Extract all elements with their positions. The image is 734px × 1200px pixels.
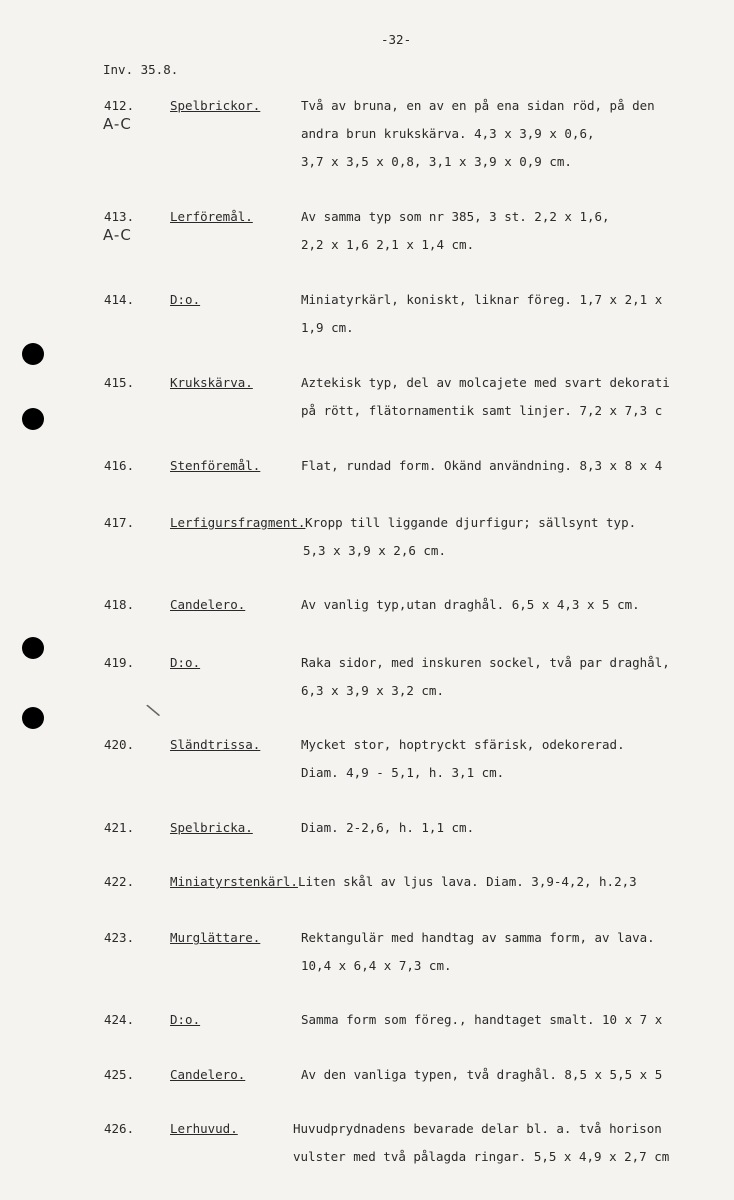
entry-number: 421.: [104, 820, 135, 835]
description-line: 3,7 x 3,5 x 0,8, 3,1 x 3,9 x 0,9 cm.: [301, 154, 572, 169]
description-line: Kropp till liggande djurfigur; sällsynt typ.: [305, 515, 637, 530]
entry-name: Spelbrickor.: [170, 98, 261, 113]
catalog-entry: [0, 597, 734, 657]
entry-name: Lerföremål.: [170, 209, 253, 224]
description-line: 10,4 x 6,4 x 7,3 cm.: [301, 958, 452, 973]
entry-number: 418.: [104, 597, 135, 612]
description-line: Raka sidor, med inskuren sockel, två par draghål,: [301, 655, 670, 670]
entry-description: [301, 737, 734, 793]
catalog-entry: [0, 292, 734, 352]
entry-name: Candelero.: [170, 1067, 246, 1082]
description-line: andra brun krukskärva. 4,3 x 3,9 x 0,6,: [301, 126, 595, 141]
entry-number: 426.: [104, 1121, 135, 1136]
catalog-entry: [0, 515, 734, 575]
entry-description: [0, 874, 734, 902]
entry-number: 415.: [104, 375, 135, 390]
entry-name: D:o.: [170, 1012, 201, 1027]
description-line: Rektangulär med handtag av samma form, av lava.: [301, 930, 655, 945]
entry-description: [301, 98, 734, 182]
description-line: Två av bruna, en av en på ena sidan röd, på den: [301, 98, 655, 113]
entry-name: D:o.: [170, 292, 201, 307]
entry-description: [301, 458, 734, 486]
description-line: Av den vanliga typen, två draghål. 8,5 x 5,5 x 5: [301, 1067, 663, 1082]
description-line: 6,3 x 3,9 x 3,2 cm.: [301, 683, 444, 698]
entry-name: Murglättare.: [170, 930, 261, 945]
catalog-entry: [0, 209, 734, 269]
description-line: Liten skål av ljus lava. Diam. 3,9-4,2, h.2,3: [298, 874, 637, 889]
description-line: Flat, rundad form. Okänd användning. 8,3 x 8 x 4: [301, 458, 663, 473]
description-line: Miniatyrkärl, koniskt, liknar föreg. 1,7 x 2,1 x: [301, 292, 663, 307]
catalog-entry: [0, 458, 734, 518]
catalog-entry: [0, 1012, 734, 1072]
entry-description: [0, 515, 734, 571]
description-line: vulster med två pålagda ringar. 5,5 x 4,9 x 2,7 cm: [293, 1149, 670, 1164]
entry-description: [301, 375, 734, 431]
stray-pen-mark: \: [144, 698, 163, 723]
entry-name: Miniatyrstenkärl.: [170, 874, 298, 889]
catalog-entry: [0, 737, 734, 797]
entry-description: [301, 655, 734, 711]
entry-description: [301, 820, 734, 848]
handwritten-annotation: A-C: [103, 115, 132, 133]
description-line: Mycket stor, hoptryckt sfärisk, odekorerad.: [301, 737, 625, 752]
inventory-heading: Inv. 35.8.: [103, 62, 179, 77]
description-line: Diam. 2-2,6, h. 1,1 cm.: [301, 820, 475, 835]
entry-description: [293, 1121, 734, 1177]
entry-description: [301, 1067, 734, 1095]
handwritten-annotation: A-C: [103, 226, 132, 244]
entry-name: Lerfigursfragment.: [170, 515, 306, 530]
catalog-entry: [0, 930, 734, 990]
entry-description: [301, 597, 734, 625]
catalog-entry: [0, 655, 734, 715]
entry-number: 413.: [104, 209, 135, 224]
description-line: 1,9 cm.: [301, 320, 354, 335]
catalog-entry: [0, 98, 734, 169]
entry-number: 423.: [104, 930, 135, 945]
entry-number: 416.: [104, 458, 135, 473]
catalog-entry: [0, 1121, 734, 1181]
description-line: Samma form som föreg., handtaget smalt. 10 x 7 x: [301, 1012, 663, 1027]
entry-description: [301, 209, 734, 265]
entry-name: Stenföremål.: [170, 458, 261, 473]
description-line: 2,2 x 1,6 2,1 x 1,4 cm.: [301, 237, 475, 252]
entry-number: 414.: [104, 292, 135, 307]
description-line: 5,3 x 3,9 x 2,6 cm.: [303, 543, 446, 558]
entry-number: 420.: [104, 737, 135, 752]
entry-number: 417.: [104, 515, 135, 530]
description-line: Av vanlig typ,utan draghål. 6,5 x 4,3 x 5 cm.: [301, 597, 640, 612]
catalog-entry: [0, 1067, 734, 1127]
catalog-entry: [0, 820, 734, 880]
entry-name: Candelero.: [170, 597, 246, 612]
entry-name: Spelbricka.: [170, 820, 253, 835]
description-line: Diam. 4,9 - 5,1, h. 3,1 cm.: [301, 765, 505, 780]
entry-number: 424.: [104, 1012, 135, 1027]
entry-name: Lerhuvud.: [170, 1121, 238, 1136]
entry-name: D:o.: [170, 655, 201, 670]
entry-name: Sländtrissa.: [170, 737, 261, 752]
entry-description: [301, 1012, 734, 1040]
entry-number: 419.: [104, 655, 135, 670]
entry-description: [301, 930, 734, 986]
description-line: Av samma typ som nr 385, 3 st. 2,2 x 1,6,: [301, 209, 610, 224]
description-line: på rött, flätornamentik samt linjer. 7,2 x 7,3 c: [301, 403, 663, 418]
catalog-entry: [0, 375, 734, 435]
entry-number: 412.: [104, 98, 135, 113]
entry-number: 425.: [104, 1067, 135, 1082]
entry-number: 422.: [104, 874, 135, 889]
entry-name: Krukskärva.: [170, 375, 253, 390]
description-line: Huvudprydnadens bevarade delar bl. a. två horison: [293, 1121, 662, 1136]
catalog-entry: [0, 874, 734, 934]
page-number: -32-: [381, 32, 412, 47]
description-line: Aztekisk typ, del av molcajete med svart dekorati: [301, 375, 670, 390]
entry-description: [301, 292, 734, 348]
